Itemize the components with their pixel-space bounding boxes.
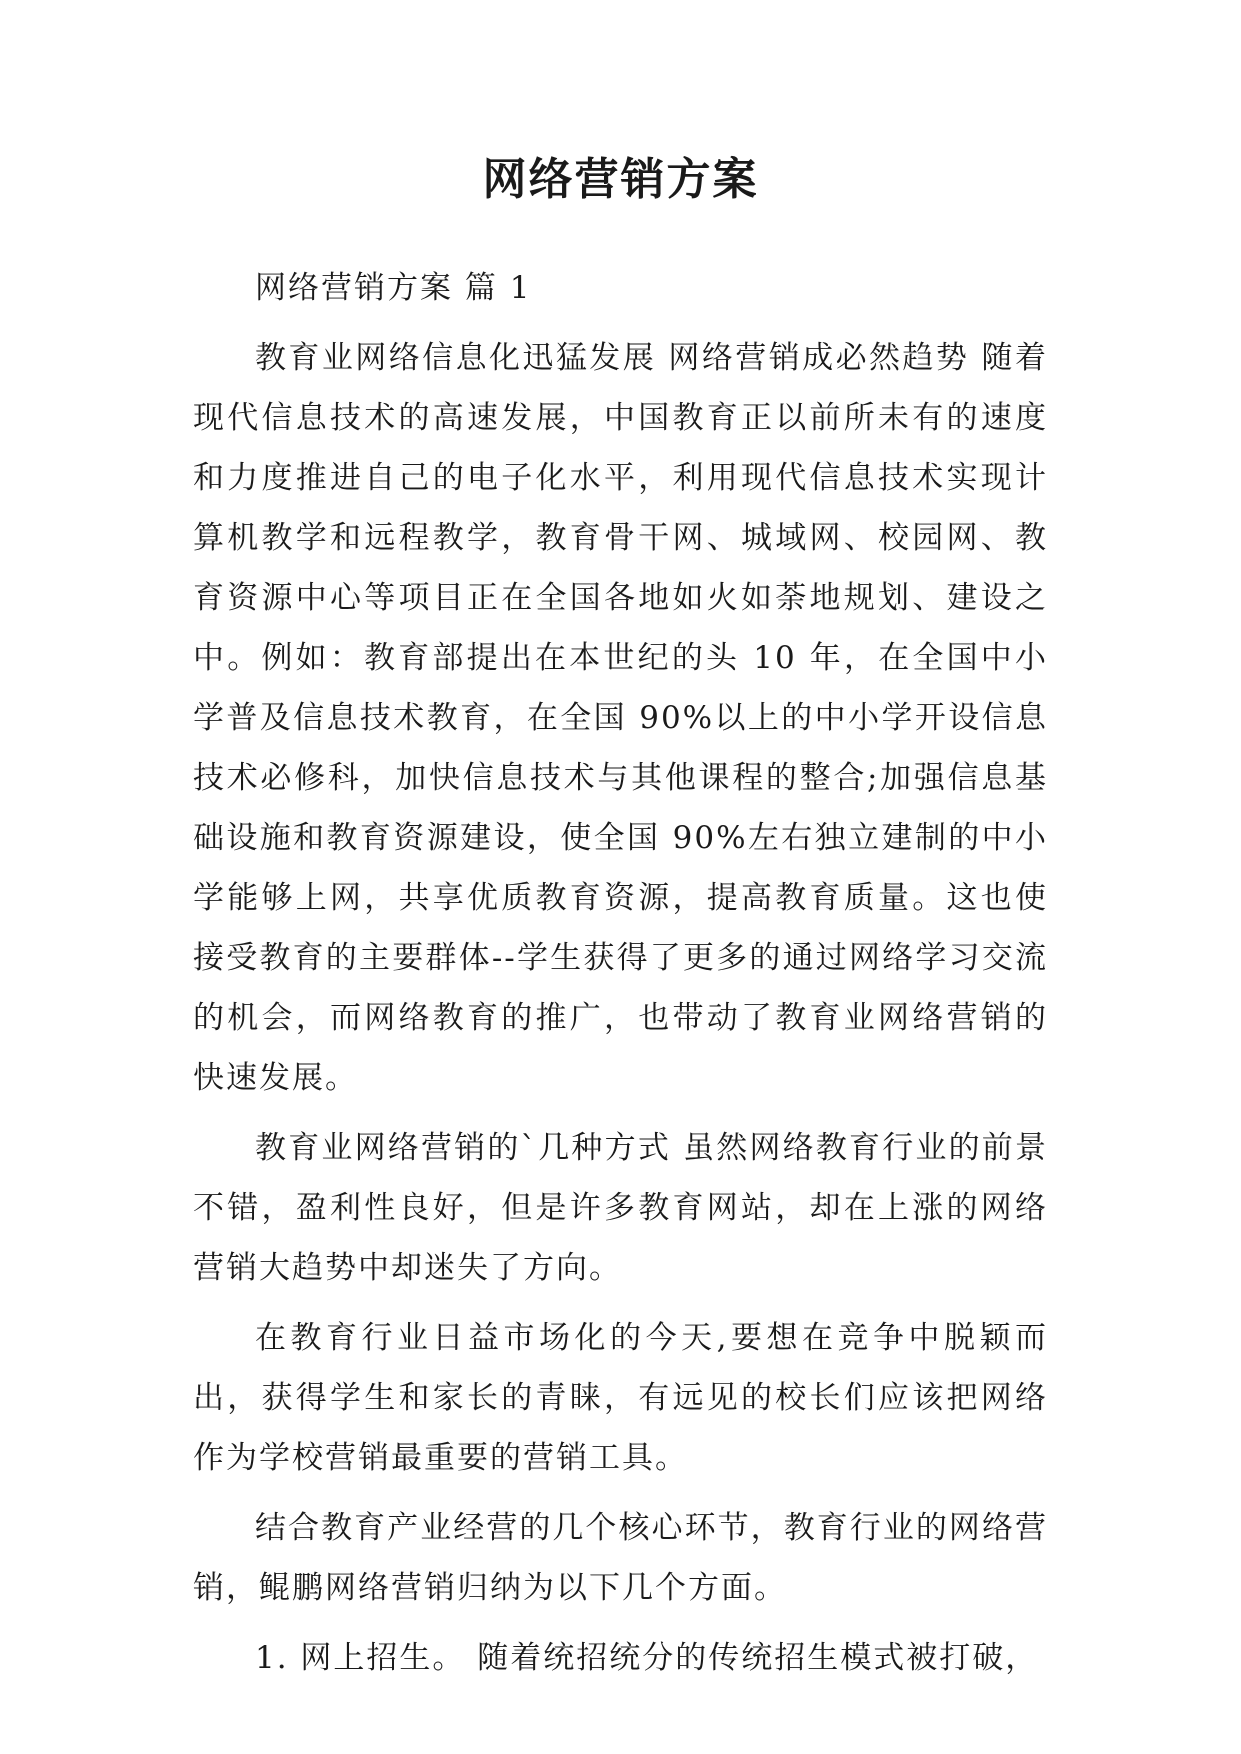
paragraph-2: 教育业网络营销的`几种方式 虽然网络教育行业的前景不错，盈利性良好，但是许多教育网站，却在上涨的网络营销大趋势中却迷失了方向。 [193,1130,1048,1286]
paragraph-5: 1. 网上招生。 随着统招统分的传统招生模式被打破， [255,1640,1039,1676]
paragraph-3: 在教育行业日益市场化的今天,要想在竞争中脱颖而出，获得学生和家长的青睐，有远见的校长们应该把网络作为学校营销最重要的营销工具。 [193,1320,1048,1476]
document-title: 网络营销方案 [482,154,759,205]
document-body [193,258,1048,1688]
paragraph-4: 结合教育产业经营的几个核心环节，教育行业的网络营销，鲲鹏网络营销归纳为以下几个方面。 [193,1510,1048,1606]
paragraph-1: 教育业网络信息化迅猛发展 网络营销成必然趋势 随着现代信息技术的高速发展，中国教育正以前所未有的速度和力度推进自己的电子化水平，利用现代信息技术实现计算机教学和远程教学，教育骨干网、城域网、校园网、教育资源中心等项目正在全国各地如火如荼地规划、建设之中。例如：教育部提出在本世纪的头 10 年，在全国中小学普及信息技术教育，在全国 90%以上的中小学开设信息技术必修科，加快信息技术与其他课程的整合;加强信息基础设施和教育资源建设，使全国 90%左右独立建制的中小学能够上网，共享优质教育资源，提高教育质量。这也使接受教育的主要群体--学生获得了更多的通过网络学习交流的机会，而网络教育的推广，也带动了教育业网络营销的快速发展。 [193,340,1048,1096]
section-heading: 网络营销方案 篇 1 [255,270,532,306]
